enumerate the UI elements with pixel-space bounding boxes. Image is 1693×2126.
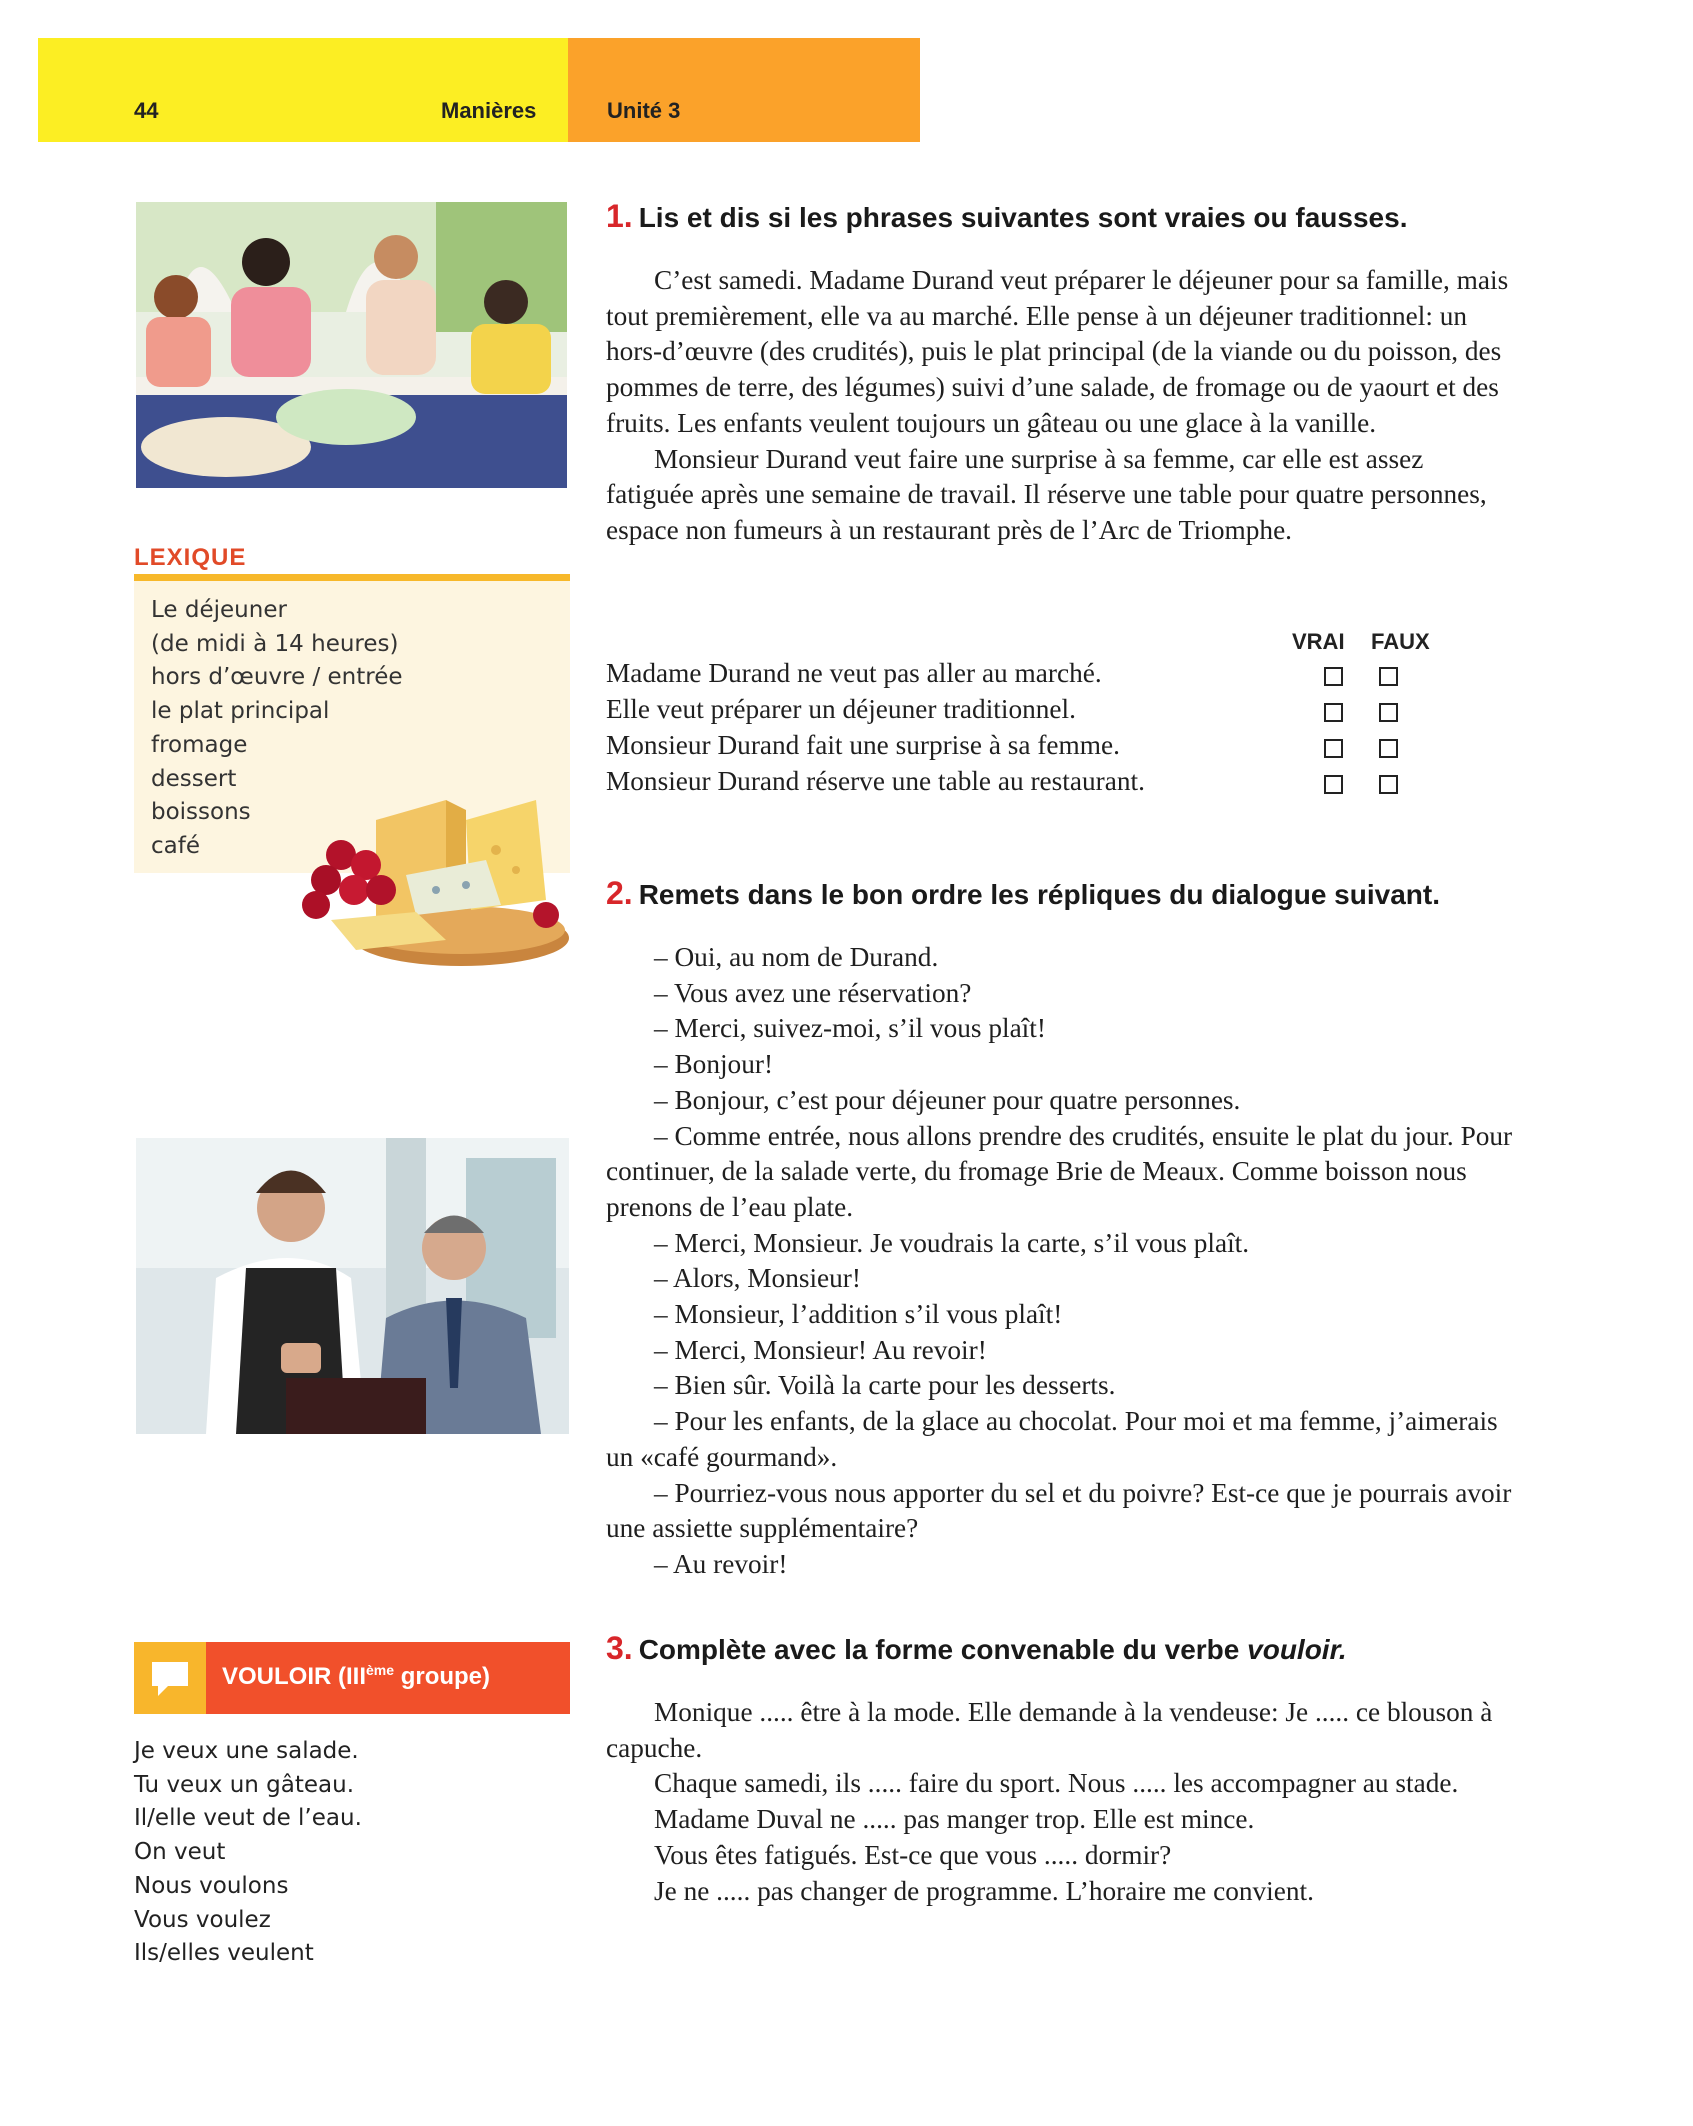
false-column-header: FAUX (1371, 629, 1430, 654)
statement-row (606, 766, 1486, 802)
cheese-platter-photo (296, 790, 576, 975)
statement-row (606, 730, 1486, 766)
conjugation-item: Il/elle veut de l’eau. (134, 1805, 362, 1832)
true-checkbox[interactable] (1324, 667, 1343, 686)
dialogue-line: – Au revoir! (654, 1548, 788, 1579)
book-title: Manières (441, 98, 537, 123)
exercise-3-instruction: Complète avec la forme convenable du verbe (638, 1634, 1248, 1665)
statement-text: Madame Durand ne veut pas aller au marché. (606, 658, 1102, 688)
unit-label: Unité 3 (607, 98, 681, 123)
grammar-title-suffix: groupe) (394, 1663, 491, 1690)
exercise-1-instruction: Lis et dis si les phrases suivantes sont vraies ou fausses. (638, 202, 1408, 233)
exercise-3-number: 3. (606, 1630, 633, 1666)
speech-bubble-icon (134, 1642, 206, 1714)
dialogue-line: – Merci, suivez-moi, s’il vous plaît! (654, 1013, 1046, 1044)
exercise-3-verb: vouloir. (1247, 1634, 1347, 1665)
dialogue-line: – Merci, Monsieur. Je voudrais la carte, s’il vous plaît. (654, 1227, 1250, 1258)
conjugation-list (134, 1735, 362, 1971)
grammar-title-prefix: VOULOIR (III (222, 1663, 366, 1690)
exercise-3-text (606, 1695, 1516, 1909)
lexique-divider (134, 574, 570, 581)
exercise-1-text (606, 263, 1516, 549)
lexique-item: dessert (151, 765, 237, 792)
grammar-box-tab (134, 1642, 206, 1714)
lexique-title: LEXIQUE (134, 544, 247, 571)
true-checkbox[interactable] (1324, 703, 1343, 722)
dialogue-line: – Alors, Monsieur! (654, 1263, 861, 1294)
dialogue-line: – Pourriez-vous nous apporter du sel et du poivre? Est-ce que je pourrais avoir une assiette supplémentaire? (606, 1477, 1512, 1544)
statement-text: Monsieur Durand réserve une table au restaurant. (606, 766, 1145, 796)
header-band-orange (568, 38, 920, 142)
conjugation-item: Tu veux un gâteau. (134, 1771, 355, 1798)
lexique-item: Le déjeuner (151, 597, 287, 623)
exercise-1-title (606, 198, 1407, 235)
lexique-item: le plat principal (151, 698, 330, 725)
restaurant-waiter-photo (136, 1138, 569, 1434)
exercise-3-line: Vous êtes fatigués. Est-ce que vous ..... dormir? (654, 1839, 1172, 1870)
page-number: 44 (134, 98, 159, 123)
true-checkbox[interactable] (1324, 775, 1343, 794)
dialogue-line: – Merci, Monsieur! Au revoir! (654, 1334, 987, 1365)
conjugation-item: On veut (134, 1839, 226, 1866)
false-checkbox[interactable] (1379, 739, 1398, 758)
dialogue-list (606, 940, 1516, 1583)
lexique-item: hors d’œuvre / entrée (151, 664, 403, 691)
statement-row (606, 694, 1486, 730)
dialogue-line: – Monsieur, l’addition s’il vous plaît! (654, 1299, 1063, 1330)
false-checkbox[interactable] (1379, 775, 1398, 794)
dialogue-line: – Oui, au nom de Durand. (654, 942, 939, 972)
dialogue-line: – Vous avez une réservation? (654, 977, 972, 1008)
grammar-title-sup: ème (366, 1662, 395, 1678)
lexique-item: boissons (151, 799, 251, 826)
lexique-item: (de midi à 14 heures) (151, 630, 399, 657)
exercise-3-title (606, 1630, 1347, 1667)
conjugation-item: Nous voulons (134, 1872, 289, 1899)
true-checkbox[interactable] (1324, 739, 1343, 758)
statement-row (606, 658, 1486, 694)
exercise-1-paragraph: Monsieur Durand veut faire une surprise à sa femme, car elle est assez fatiguée après une semaine de travail. Il réserve une table pour quatre personnes, espace non fumeurs à un restaurant près de l’Arc de Triomphe. (606, 443, 1487, 545)
statement-text: Monsieur Durand fait une surprise à sa femme. (606, 730, 1120, 760)
false-checkbox[interactable] (1379, 703, 1398, 722)
exercise-2-instruction: Remets dans le bon ordre les répliques du dialogue suivant. (638, 879, 1440, 910)
exercise-2-number: 2. (606, 875, 633, 911)
true-column-header: VRAI (1292, 629, 1345, 654)
exercise-3-line: Je ne ..... pas changer de programme. L’horaire me convient. (654, 1875, 1314, 1906)
exercise-1-number: 1. (606, 198, 633, 234)
conjugation-item: Je veux une salade. (134, 1738, 359, 1764)
exercise-3-line: Monique ..... être à la mode. Elle demande à la vendeuse: Je ..... ce blouson à capuche. (606, 1697, 1493, 1763)
dialogue-line: – Bien sûr. Voilà la carte pour les desserts. (654, 1370, 1116, 1401)
dialogue-line: – Comme entrée, nous allons prendre des crudités, ensuite le plat du jour. Pour continuer, de la salade verte, du fromage Brie de Meaux. Comme boisson nous prenons de l’eau plate. (606, 1120, 1513, 1222)
dialogue-line: – Pour les enfants, de la glace au chocolat. Pour moi et ma femme, j’aimerais un «café gourmand». (606, 1406, 1498, 1472)
dialogue-line: – Bonjour, c’est pour déjeuner pour quatre personnes. (654, 1084, 1241, 1115)
grammar-title (222, 1662, 490, 1691)
header-band-yellow (38, 38, 568, 142)
exercise-1-paragraph: C’est samedi. Madame Durand veut préparer le déjeuner pour sa famille, mais tout premièrement, elle va au marché. Elle pense à un déjeuner traditionnel: un hors-d’œuvre (des crudités), puis le plat principal (de la viande ou du poisson, des pommes de terre, des légumes) suivi d’une salade, de fromage ou de yaourt et des fruits. Les enfants veulent toujours un gâteau ou une glace à la vanille. (606, 265, 1509, 438)
lexique-item: fromage (151, 731, 248, 758)
conjugation-item: Ils/elles veulent (134, 1940, 314, 1967)
false-checkbox[interactable] (1379, 667, 1398, 686)
exercise-2-title (606, 875, 1440, 912)
statement-text: Elle veut préparer un déjeuner traditionnel. (606, 694, 1076, 724)
exercise-3-line: Madame Duval ne ..... pas manger trop. Elle est mince. (654, 1804, 1255, 1835)
exercise-3-line: Chaque samedi, ils ..... faire du sport. Nous ..... les accompagner au stade. (654, 1768, 1459, 1799)
lexique-item: café (151, 832, 200, 859)
family-lunch-photo (136, 202, 567, 488)
conjugation-item: Vous voulez (134, 1906, 271, 1933)
dialogue-line: – Bonjour! (654, 1049, 774, 1080)
